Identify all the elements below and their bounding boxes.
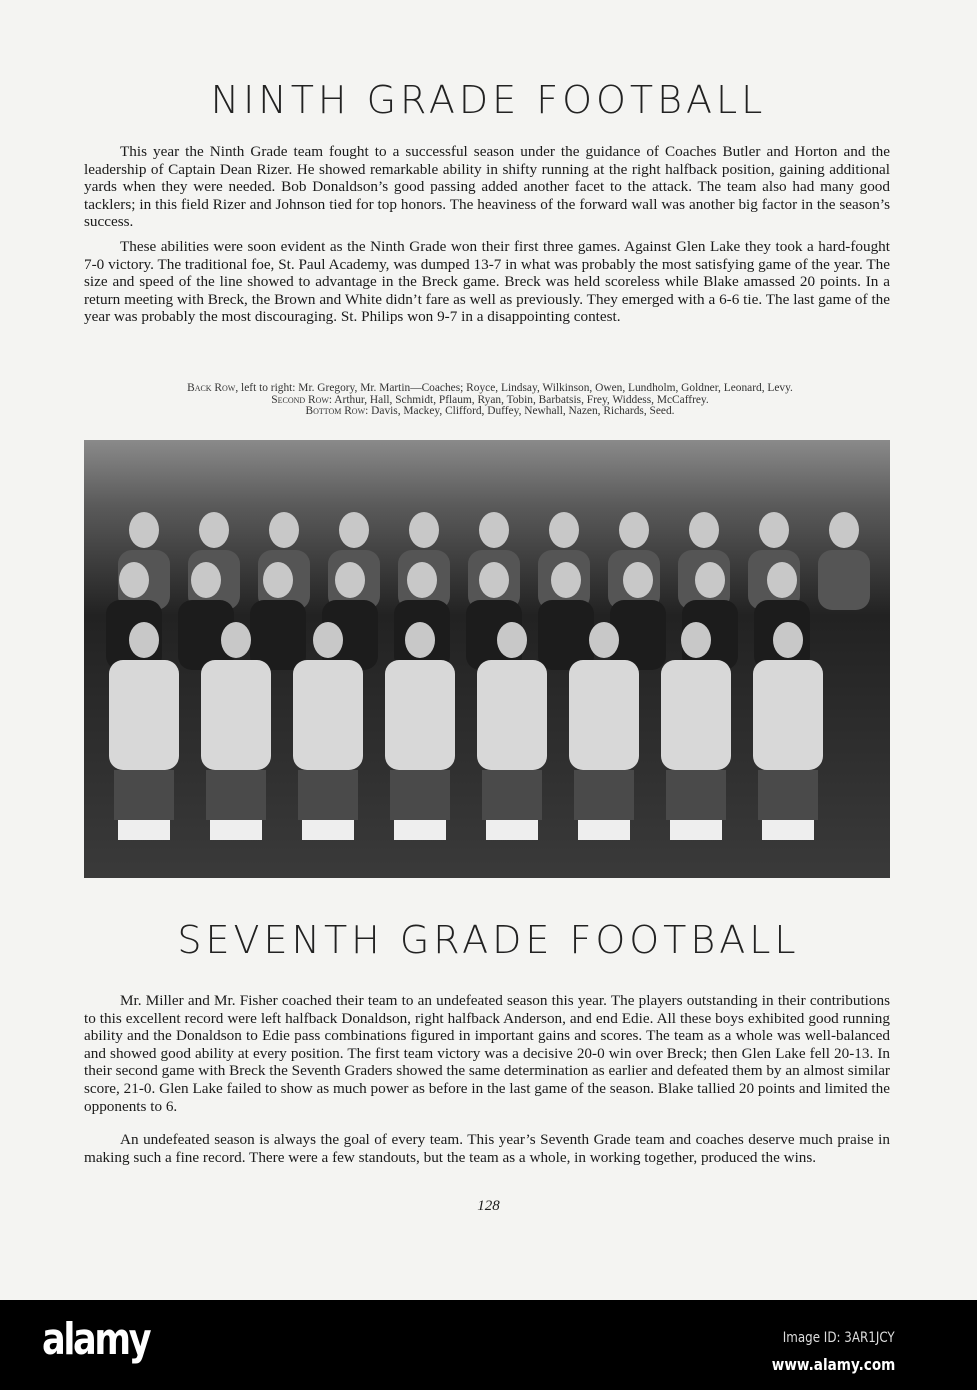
player-socks bbox=[578, 820, 630, 840]
player-head bbox=[479, 512, 509, 548]
player-head bbox=[339, 512, 369, 548]
seventh-grade-title: SEVENTH GRADE FOOTBALL bbox=[177, 918, 800, 962]
player-legs bbox=[298, 770, 358, 820]
caption-bottom-names: Davis, Mackey, Clifford, Duffey, Newhall, Nazen, Richards, Seed. bbox=[368, 405, 675, 418]
ninth-paragraph-1: This year the Ninth Grade team fought to a successful season under the guidance of Coaches Butler and Horton and the leadership of Captain Dean Rizer. He showed remarkable ability in shifty running at the right halfback position, gaining additional yards when they were needed. Bob Donaldson’s good passing added another facet to the attack. The team also had many good tacklers; in this field Rizer and Johnson tied for top honors. The heaviness of the forward wall was another big factor in the season’s success. bbox=[84, 143, 890, 231]
player-head bbox=[335, 562, 365, 598]
seventh-paragraph-2: An undefeated season is always the goal of every team. This year’s Seventh Grade team and coaches deserve much praise in making such a fine record. There were a few standouts, but the team as a whole, in working together, produced the wins. bbox=[84, 1131, 890, 1166]
site-url: www.alamy.com bbox=[771, 1355, 895, 1374]
player-head bbox=[549, 512, 579, 548]
player-head bbox=[313, 622, 343, 658]
seventh-paragraph-1: Mr. Miller and Mr. Fisher coached their team to an undefeated season this year. The players outstanding in their contributions to this excellent record were left halfback Donaldson, right halfback Anderson, and end Edie. All these boys exhibited good running ability and the Donaldson to Edie pass combinations figured in important gains and scores. The team as a whole was well-balanced and showed good ability at every position. The first team victory was a decisive 20-0 win over Breck; then Glen Lake fell 20-13. In their second game with Breck the Seventh Graders showed the same determination as earlier and defeated them by an almost similar score, 21-0. Glen Lake failed to show as much power as before in the last game of the season. Blake tallied 20 points and limited the opponents to 6. bbox=[84, 992, 890, 1115]
ninth-paragraph-2: These abilities were soon evident as the Ninth Grade won their first three games. Against Glen Lake they took a hard-fought 7-0 victory. The traditional foe, St. Paul Academy, was dumped 13-7 in what was probably the most satisfying game of the year. The size and speed of the line showed to advantage in the Breck game. Breck was held scoreless while Blake amassed 20 points. In a return meeting with Breck, the Brown and White didn’t fare as well as previously. They emerged with a 6-6 tie. The last game of the year was probably the most discouraging. St. Philips won 9-7 in a disappointing contest. bbox=[84, 238, 890, 326]
player-head bbox=[263, 562, 293, 598]
player-socks bbox=[210, 820, 262, 840]
player-legs bbox=[758, 770, 818, 820]
player-head bbox=[129, 512, 159, 548]
caption-second-names: Arthur, Hall, Schmidt, Pflaum, Ryan, Tobin, Barbatsis, Frey, Widdess, McCaffrey. bbox=[332, 393, 709, 406]
player-body bbox=[293, 660, 363, 770]
player-head bbox=[619, 512, 649, 548]
player-head bbox=[119, 562, 149, 598]
player-head bbox=[759, 512, 789, 548]
player-legs bbox=[482, 770, 542, 820]
player-body bbox=[477, 660, 547, 770]
player-head bbox=[829, 512, 859, 548]
player-head bbox=[405, 622, 435, 658]
player-head bbox=[407, 562, 437, 598]
player-head bbox=[589, 622, 619, 658]
caption-second-label: Second Row: bbox=[271, 393, 333, 406]
player-body bbox=[661, 660, 731, 770]
player-body bbox=[109, 660, 179, 770]
player-head bbox=[199, 512, 229, 548]
player-socks bbox=[394, 820, 446, 840]
player-legs bbox=[206, 770, 266, 820]
team-photo bbox=[84, 440, 890, 878]
player-socks bbox=[302, 820, 354, 840]
player-legs bbox=[574, 770, 634, 820]
player-head bbox=[191, 562, 221, 598]
player-head bbox=[695, 562, 725, 598]
player-socks bbox=[118, 820, 170, 840]
caption-back-names: left to right: Mr. Gregory, Mr. Martin—Coaches; Royce, Lindsay, Wilkinson, Owen, Lundholm, Goldner, Leonard, Levy. bbox=[238, 382, 793, 394]
player-head bbox=[689, 512, 719, 548]
player-body bbox=[201, 660, 271, 770]
player-head bbox=[497, 622, 527, 658]
player-body bbox=[753, 660, 823, 770]
player-head bbox=[129, 622, 159, 658]
player-head bbox=[551, 562, 581, 598]
player-legs bbox=[390, 770, 450, 820]
player-body bbox=[250, 600, 306, 670]
player-head bbox=[479, 562, 509, 598]
image-id: Image ID: 3AR1JCY bbox=[783, 1330, 895, 1346]
photo-caption bbox=[170, 383, 810, 418]
caption-bottom-label: Bottom Row: bbox=[305, 405, 369, 418]
player-head bbox=[773, 622, 803, 658]
player-head bbox=[681, 622, 711, 658]
page-number: 128 bbox=[477, 1198, 500, 1214]
player-socks bbox=[670, 820, 722, 840]
player-head bbox=[409, 512, 439, 548]
watermark-bar bbox=[0, 1300, 977, 1390]
ninth-grade-title: NINTH GRADE FOOTBALL bbox=[210, 78, 767, 122]
player-socks bbox=[762, 820, 814, 840]
player-legs bbox=[666, 770, 726, 820]
player-head bbox=[269, 512, 299, 548]
player-head bbox=[623, 562, 653, 598]
player-legs bbox=[114, 770, 174, 820]
player-head bbox=[767, 562, 797, 598]
player-head bbox=[221, 622, 251, 658]
caption-back-label: Back Row, bbox=[187, 382, 239, 394]
player-body bbox=[569, 660, 639, 770]
player-body bbox=[818, 550, 870, 610]
player-body bbox=[385, 660, 455, 770]
player-body bbox=[538, 600, 594, 670]
alamy-logo: alamy bbox=[42, 1314, 150, 1365]
player-socks bbox=[486, 820, 538, 840]
